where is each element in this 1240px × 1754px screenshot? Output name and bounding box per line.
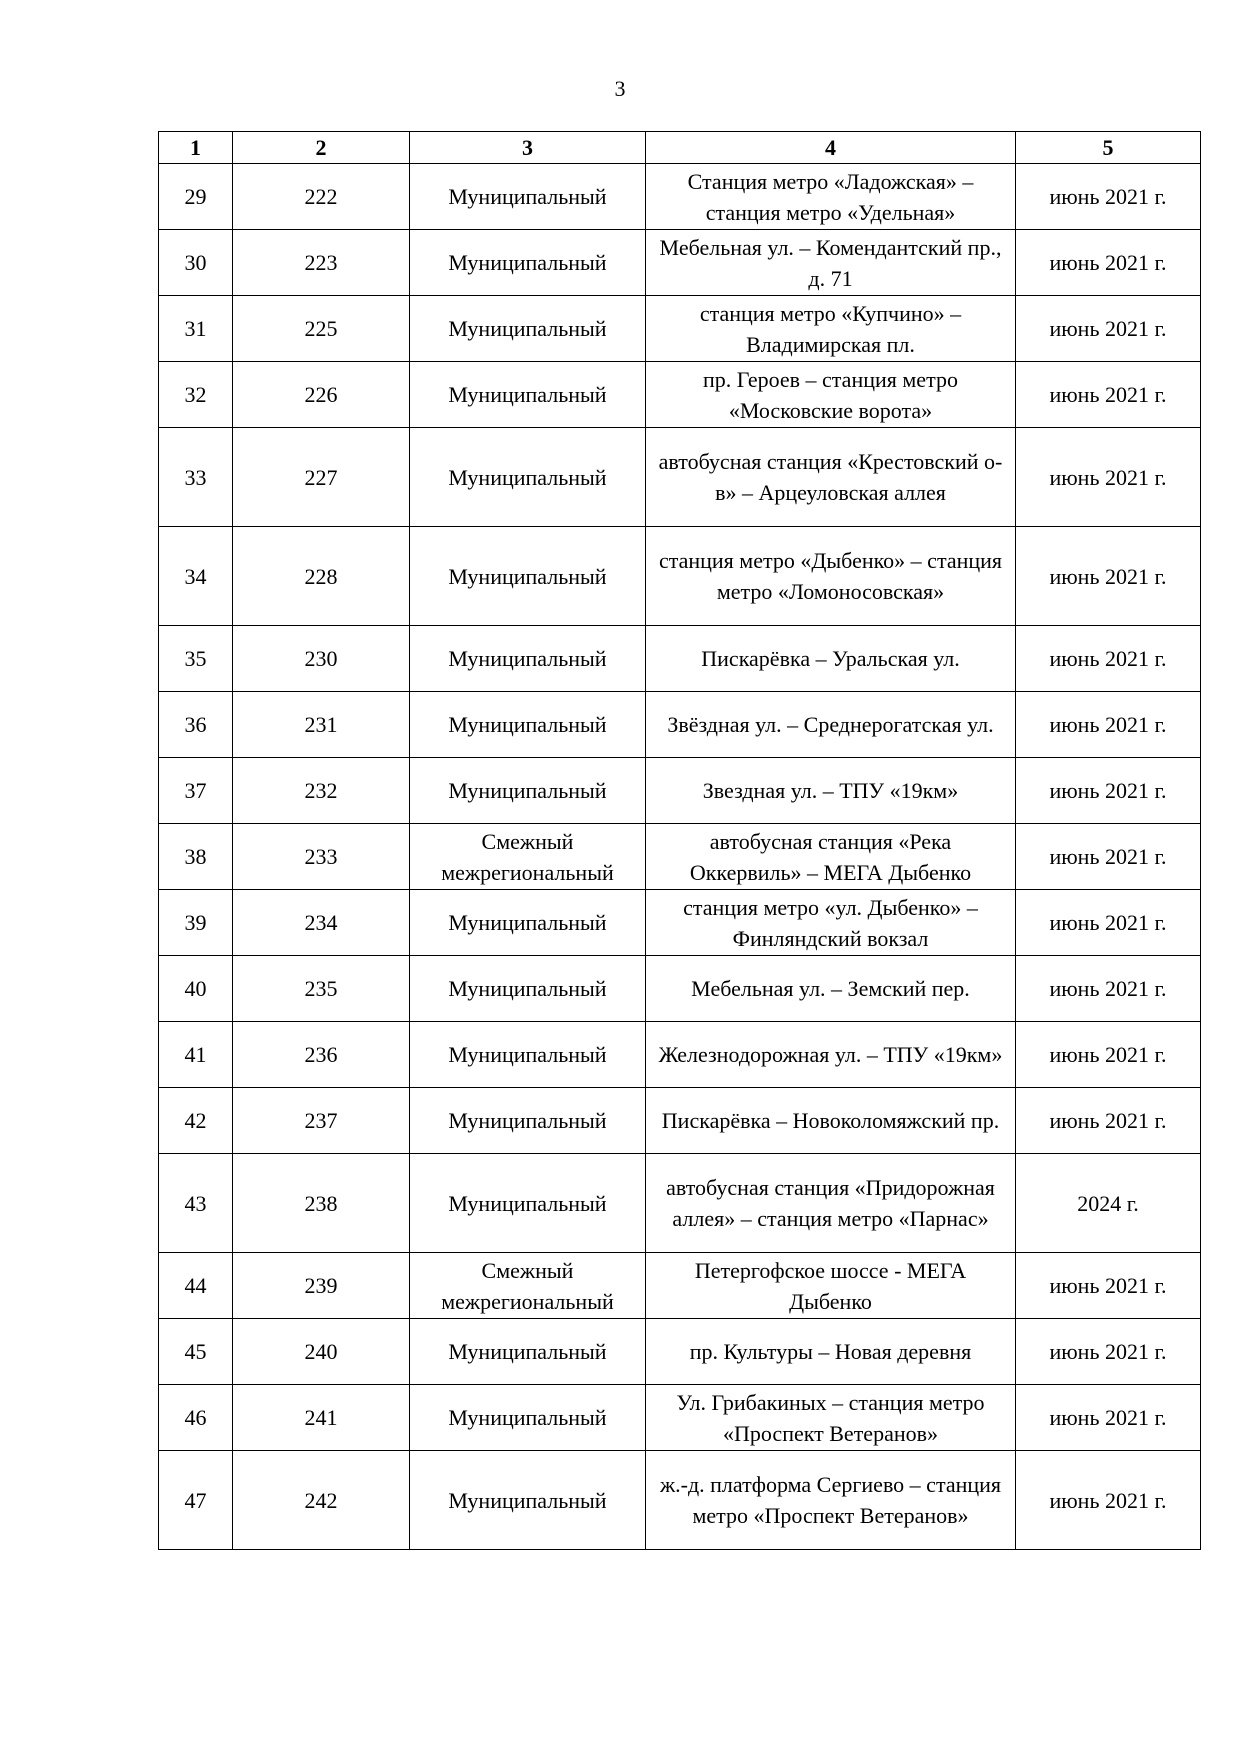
start-date-cell: июнь 2021 г. — [1016, 1253, 1201, 1319]
start-date-cell: июнь 2021 г. — [1016, 1451, 1201, 1550]
row-number-cell: 29 — [159, 164, 233, 230]
row-number-cell: 38 — [159, 824, 233, 890]
table-row — [159, 956, 1201, 1022]
route-number-cell: 225 — [233, 296, 410, 362]
row-number-cell: 40 — [159, 956, 233, 1022]
row-number-cell: 36 — [159, 692, 233, 758]
row-number-cell: 41 — [159, 1022, 233, 1088]
header-col-2: 2 — [233, 132, 410, 164]
page-number: 3 — [614, 76, 626, 101]
route-number-cell: 230 — [233, 626, 410, 692]
route-type-cell: Муниципальный — [410, 692, 646, 758]
table-row — [159, 230, 1201, 296]
route-path-cell: автобусная станция «Крестовский о-в» – Арцеуловская аллея — [646, 428, 1016, 527]
route-type-cell: Муниципальный — [410, 1385, 646, 1451]
start-date-cell: июнь 2021 г. — [1016, 1022, 1201, 1088]
start-date-cell: июнь 2021 г. — [1016, 296, 1201, 362]
route-path-cell: станция метро «ул. Дыбенко» – Финляндский вокзал — [646, 890, 1016, 956]
route-path-cell: Станция метро «Ладожская» – станция метро «Удельная» — [646, 164, 1016, 230]
route-number-cell: 241 — [233, 1385, 410, 1451]
route-number-cell: 237 — [233, 1088, 410, 1154]
header-col-4: 4 — [646, 132, 1016, 164]
route-type-cell: Муниципальный — [410, 1154, 646, 1253]
start-date-cell: июнь 2021 г. — [1016, 230, 1201, 296]
route-path-cell: Звёздная ул. – Среднерогатская ул. — [646, 692, 1016, 758]
route-path-cell: Пискарёвка – Новоколомяжский пр. — [646, 1088, 1016, 1154]
row-number-cell: 39 — [159, 890, 233, 956]
row-number-cell: 37 — [159, 758, 233, 824]
route-path-cell: пр. Культуры – Новая деревня — [646, 1319, 1016, 1385]
start-date-cell: июнь 2021 г. — [1016, 428, 1201, 527]
route-type-cell: Муниципальный — [410, 1319, 646, 1385]
routes-table — [158, 131, 1201, 1550]
row-number-cell: 43 — [159, 1154, 233, 1253]
route-path-cell: Мебельная ул. – Комендантский пр., д. 71 — [646, 230, 1016, 296]
start-date-cell: июнь 2021 г. — [1016, 890, 1201, 956]
table-row — [159, 1385, 1201, 1451]
start-date-cell: июнь 2021 г. — [1016, 1319, 1201, 1385]
route-path-cell: станция метро «Дыбенко» – станция метро «Ломоносовская» — [646, 527, 1016, 626]
table-row — [159, 1319, 1201, 1385]
route-number-cell: 223 — [233, 230, 410, 296]
route-number-cell: 233 — [233, 824, 410, 890]
start-date-cell: июнь 2021 г. — [1016, 692, 1201, 758]
table-row — [159, 626, 1201, 692]
route-number-cell: 236 — [233, 1022, 410, 1088]
header-col-3: 3 — [410, 132, 646, 164]
route-number-cell: 234 — [233, 890, 410, 956]
route-number-cell: 242 — [233, 1451, 410, 1550]
route-path-cell: Мебельная ул. – Земский пер. — [646, 956, 1016, 1022]
start-date-cell: июнь 2021 г. — [1016, 824, 1201, 890]
route-number-cell: 232 — [233, 758, 410, 824]
row-number-cell: 31 — [159, 296, 233, 362]
route-type-cell: Муниципальный — [410, 230, 646, 296]
start-date-cell: июнь 2021 г. — [1016, 956, 1201, 1022]
route-path-cell: Ул. Грибакиных – станция метро «Проспект Ветеранов» — [646, 1385, 1016, 1451]
table-row — [159, 428, 1201, 527]
route-number-cell: 226 — [233, 362, 410, 428]
table-row — [159, 890, 1201, 956]
route-path-cell: Петергофское шоссе - МЕГА Дыбенко — [646, 1253, 1016, 1319]
route-number-cell: 231 — [233, 692, 410, 758]
table-row — [159, 527, 1201, 626]
row-number-cell: 32 — [159, 362, 233, 428]
row-number-cell: 47 — [159, 1451, 233, 1550]
table-row — [159, 1253, 1201, 1319]
start-date-cell: июнь 2021 г. — [1016, 1088, 1201, 1154]
table-row — [159, 1154, 1201, 1253]
start-date-cell: 2024 г. — [1016, 1154, 1201, 1253]
table-row — [159, 824, 1201, 890]
route-path-cell: Железнодорожная ул. – ТПУ «19км» — [646, 1022, 1016, 1088]
table-row — [159, 758, 1201, 824]
row-number-cell: 34 — [159, 527, 233, 626]
route-number-cell: 222 — [233, 164, 410, 230]
header-col-5: 5 — [1016, 132, 1201, 164]
row-number-cell: 33 — [159, 428, 233, 527]
row-number-cell: 44 — [159, 1253, 233, 1319]
start-date-cell: июнь 2021 г. — [1016, 527, 1201, 626]
start-date-cell: июнь 2021 г. — [1016, 1385, 1201, 1451]
row-number-cell: 46 — [159, 1385, 233, 1451]
route-type-cell: Муниципальный — [410, 1088, 646, 1154]
route-number-cell: 239 — [233, 1253, 410, 1319]
route-type-cell: Муниципальный — [410, 527, 646, 626]
route-number-cell: 228 — [233, 527, 410, 626]
route-type-cell: Муниципальный — [410, 626, 646, 692]
table-row — [159, 1088, 1201, 1154]
route-path-cell: Пискарёвка – Уральская ул. — [646, 626, 1016, 692]
table-row — [159, 1022, 1201, 1088]
start-date-cell: июнь 2021 г. — [1016, 758, 1201, 824]
table-body — [159, 164, 1201, 1550]
start-date-cell: июнь 2021 г. — [1016, 164, 1201, 230]
route-type-cell: Смежный межрегиональный — [410, 1253, 646, 1319]
table-row — [159, 362, 1201, 428]
header-row — [159, 132, 1201, 164]
route-type-cell: Муниципальный — [410, 956, 646, 1022]
start-date-cell: июнь 2021 г. — [1016, 362, 1201, 428]
header-col-1: 1 — [159, 132, 233, 164]
table-row — [159, 1451, 1201, 1550]
route-path-cell: Звездная ул. – ТПУ «19км» — [646, 758, 1016, 824]
route-number-cell: 240 — [233, 1319, 410, 1385]
route-number-cell: 235 — [233, 956, 410, 1022]
route-type-cell: Муниципальный — [410, 296, 646, 362]
route-type-cell: Муниципальный — [410, 1022, 646, 1088]
route-type-cell: Муниципальный — [410, 758, 646, 824]
row-number-cell: 35 — [159, 626, 233, 692]
route-path-cell: автобусная станция «Река Оккервиль» – МЕГА Дыбенко — [646, 824, 1016, 890]
route-type-cell: Муниципальный — [410, 890, 646, 956]
row-number-cell: 30 — [159, 230, 233, 296]
route-path-cell: станция метро «Купчино» – Владимирская пл. — [646, 296, 1016, 362]
route-type-cell: Смежный межрегиональный — [410, 824, 646, 890]
route-path-cell: автобусная станция «Придорожная аллея» – станция метро «Парнас» — [646, 1154, 1016, 1253]
route-type-cell: Муниципальный — [410, 362, 646, 428]
route-path-cell: пр. Героев – станция метро «Московские ворота» — [646, 362, 1016, 428]
route-type-cell: Муниципальный — [410, 428, 646, 527]
route-path-cell: ж.-д. платформа Сергиево – станция метро «Проспект Ветеранов» — [646, 1451, 1016, 1550]
table-row — [159, 692, 1201, 758]
route-type-cell: Муниципальный — [410, 1451, 646, 1550]
table-row — [159, 296, 1201, 362]
route-type-cell: Муниципальный — [410, 164, 646, 230]
row-number-cell: 45 — [159, 1319, 233, 1385]
start-date-cell: июнь 2021 г. — [1016, 626, 1201, 692]
table-row — [159, 164, 1201, 230]
route-number-cell: 227 — [233, 428, 410, 527]
row-number-cell: 42 — [159, 1088, 233, 1154]
route-number-cell: 238 — [233, 1154, 410, 1253]
